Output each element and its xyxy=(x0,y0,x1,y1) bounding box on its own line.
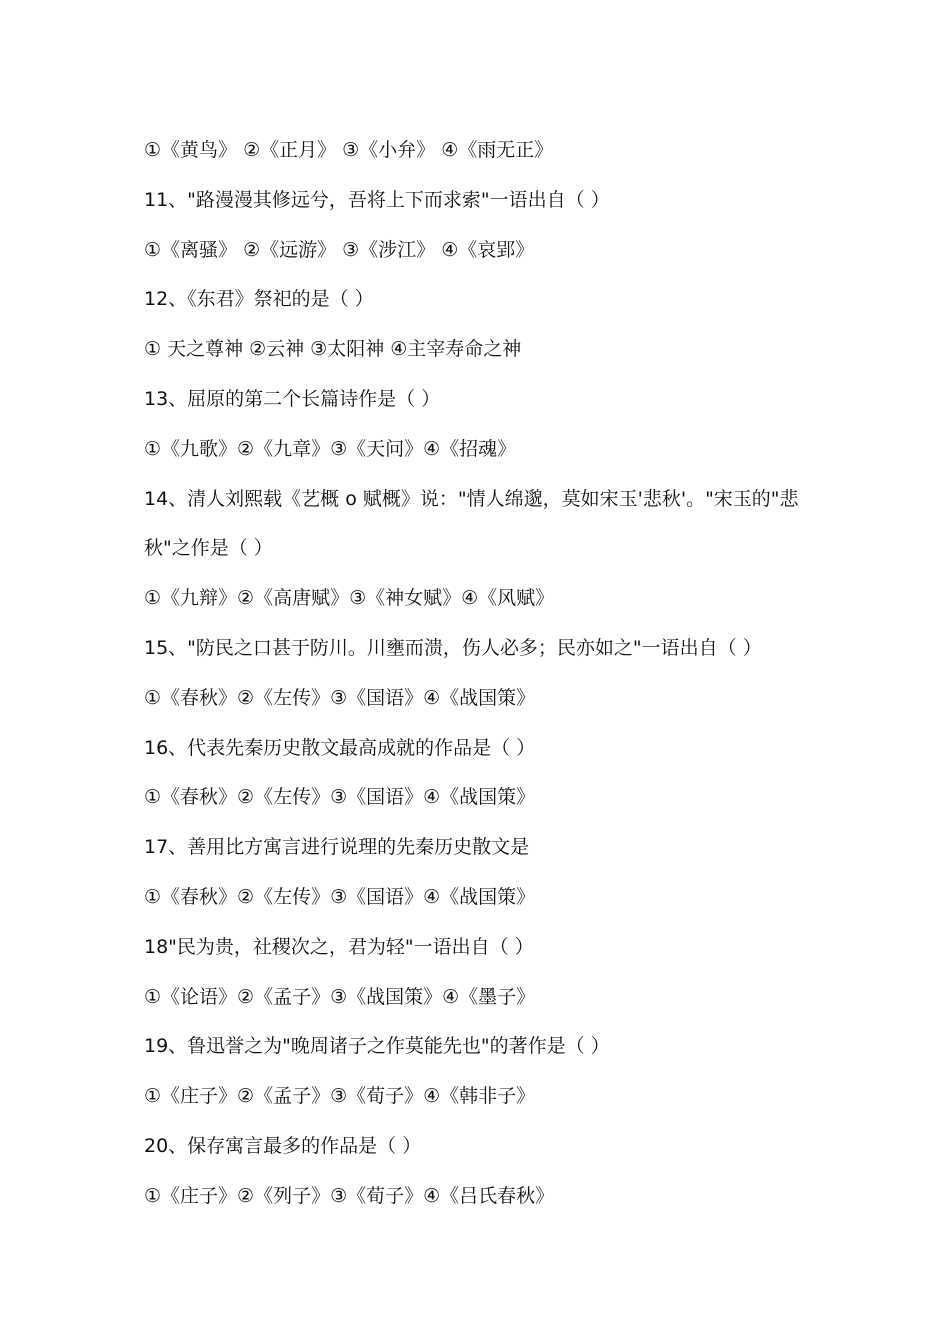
options-line: ①《春秋》②《左传》③《国语》④《战国策》 xyxy=(144,786,536,809)
question-14-continued: 秋"之作是（ ） xyxy=(144,537,273,560)
options-line: ①《庄子》②《列子》③《荀子》④《吕氏春秋》 xyxy=(144,1184,555,1207)
question-16: 16、代表先秦历史散文最高成就的作品是（ ） xyxy=(144,736,536,759)
question-13: 13、屈原的第二个长篇诗作是（ ） xyxy=(144,387,441,410)
question-list xyxy=(144,133,824,1229)
question-18: 18"民为贵，社稷次之，君为轻"一语出自（ ） xyxy=(144,935,534,958)
question-12: 12、《东君》祭祀的是（ ） xyxy=(144,288,374,311)
options-line: ①《春秋》②《左传》③《国语》④《战国策》 xyxy=(144,686,536,709)
question-17: 17、善用比方寓言进行说理的先秦历史散文是 xyxy=(144,836,530,859)
options-line: ①《黄鸟》 ②《正月》 ③《小弁》 ④《雨无正》 xyxy=(144,139,554,161)
options-line: ①《论语》②《孟子》③《战国策》④《墨子》 xyxy=(144,985,536,1008)
options-line: ①《离骚》 ②《远游》 ③《涉江》 ④《哀郢》 xyxy=(144,238,535,261)
options-line: ①《九歌》②《九章》③《天问》④《招魂》 xyxy=(144,437,517,460)
question-20: 20、保存寓言最多的作品是（ ） xyxy=(144,1134,422,1157)
question-14: 14、清人刘熙载《艺概 o 赋概》说："情人绵邈，莫如宋玉'悲秋'。"宋玉的"悲 xyxy=(144,487,799,510)
options-line: ①《春秋》②《左传》③《国语》④《战国策》 xyxy=(144,885,536,908)
question-15: 15、"防民之口甚于防川。川壅而溃，伤人必多；民亦如之"一语出自（ ） xyxy=(144,636,762,659)
options-line: ①《庄子》②《孟子》③《荀子》④《韩非子》 xyxy=(144,1085,536,1108)
question-11: 11、"路漫漫其修远兮，吾将上下而求索"一语出自（ ） xyxy=(144,188,610,211)
options-line: ① 天之尊神 ②云神 ③太阳神 ④主宰寿命之神 xyxy=(144,338,522,361)
options-line: ①《九辩》②《高唐赋》③《神女赋》④《风赋》 xyxy=(144,587,555,610)
question-19: 19、鲁迅誉之为"晚周诸子之作莫能先也"的著作是（ ） xyxy=(144,1035,610,1058)
